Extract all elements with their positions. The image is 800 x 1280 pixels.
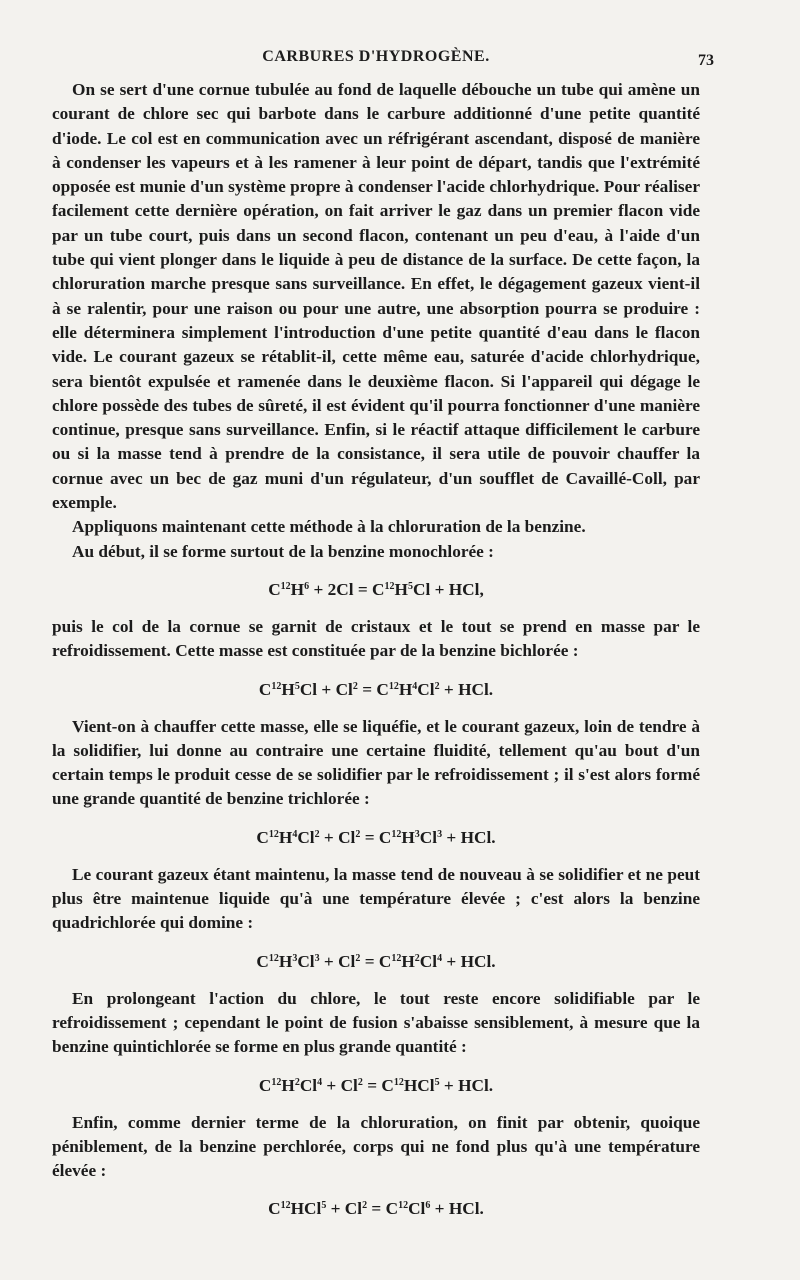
page-number: 73 [698,52,714,69]
equation-trichloro: $C^{12}H^4Cl^2 + Cl^2 = C^{12}H^3Cl^3$ + HCl. [256,827,496,847]
paragraph: En prolongeant l'action du chlore, le tout reste encore solidifiable par le refroidissement ; cependant le point de fusion s'abaisse sensiblement, à mesure que la benzine quintichlorée se forme en plus grande quantité : [52,988,700,1057]
equation-bichloro: $C^{12}H^5Cl + Cl^2 = C^{12}H^4Cl^2$ + HCl. [258,679,494,699]
paragraph: Appliquons maintenant cette méthode à la chloruration de la benzine. [72,517,586,537]
paragraph: Enfin, comme dernier terme de la chloruration, on finit par obtenir, quoique péniblement, de la benzine perchlorée, corps qui ne fond plus qu'à une température élevée : [52,1112,700,1181]
equation-monochloro: $C^{12}H^6 + 2Cl = C^{12}H^5Cl$ + HCl, [268,579,484,599]
equation-quintichloro: $C^{12}H^2Cl^4 + Cl^2 = C^{12}HCl^5$ + HCl. [258,1075,494,1095]
paragraph: Le courant gazeux étant maintenu, la masse tend de nouveau à se solidifier et ne peut plus être maintenue liquide qu'à une température élevée ; c'est alors la benzine quadrichlorée qui domine : [52,864,700,933]
document-page [52,0,714,1234]
paragraph: Vient-on à chauffer cette masse, elle se liquéfie, et le courant gazeux, loin de tendre à la solidifier, lui donne au contraire une certaine fluidité, tellement qu'au bout d'un certain temps le produit cesse de se solidifier par le refroidissement ; il s'est alors formé une grande quantité de benzine trichlorée : [52,716,700,809]
body-text [52,78,700,1220]
running-title: CARBURES D'HYDROGÈNE. [262,48,490,65]
paragraph: puis le col de la cornue se garnit de cristaux et le tout se prend en masse par le refroidissement. Cette masse est constituée par de la benzine bichlorée : [52,616,700,661]
paragraph: Au début, il se forme surtout de la benzine monochlorée : [72,541,494,561]
page-header [52,34,714,74]
equation-perchloro: $C^{12}HCl^5 + Cl^2 = C^{12}Cl^6$ + HCl. [268,1199,484,1219]
paragraph: On se sert d'une cornue tubulée au fond de laquelle débouche un tube qui amène un courant de chlore sec qui barbote dans le carbure additionné d'une petite quantité d'iode. Le col est en communication avec un réfrigérant ascendant, disposé de manière à condenser les vapeurs et à les ramener à leur point de départ, tandis que l'extrémité opposée est munie d'un système propre à condenser l'acide chlorhydrique. Pour réaliser facilement cette dernière opération, on fait arriver le gaz dans un premier flacon vide par un tube court, puis dans un second flacon, contenant un peu d'eau, à l'aide d'un tube qui vient plonger dans le liquide à peu de distance de la surface. De cette façon, la chloruration marche presque sans surveillance. En effet, le dégagement gazeux vient-il à se ralentir, pour une raison ou pour une autre, une absorption pourra se produire : elle déterminera simplement l'introduction d'une petite quantité d'eau dans le flacon vide. Le courant gazeux se rétablit-il, cette même eau, saturée d'acide chlorhydrique, sera bientôt expulsée et ramenée dans le deuxième flacon. Si l'appareil qui dégage le chlore possède des tubes de sûreté, il est évident qu'il pourra fonctionner d'une manière continue, presque sans surveillance. Enfin, si le réactif attaque difficilement le carbure ou si la masse tend à prendre de la consistance, il sera utile de pouvoir chauffer la cornue avec un bec de gaz muni d'un régulateur, d'un soufflet de Cavaillé-Coll, par exemple. [52,80,700,513]
equation-quadrichloro: $C^{12}H^3Cl^3 + Cl^2 = C^{12}H^2Cl^4$ + HCl. [256,951,496,971]
